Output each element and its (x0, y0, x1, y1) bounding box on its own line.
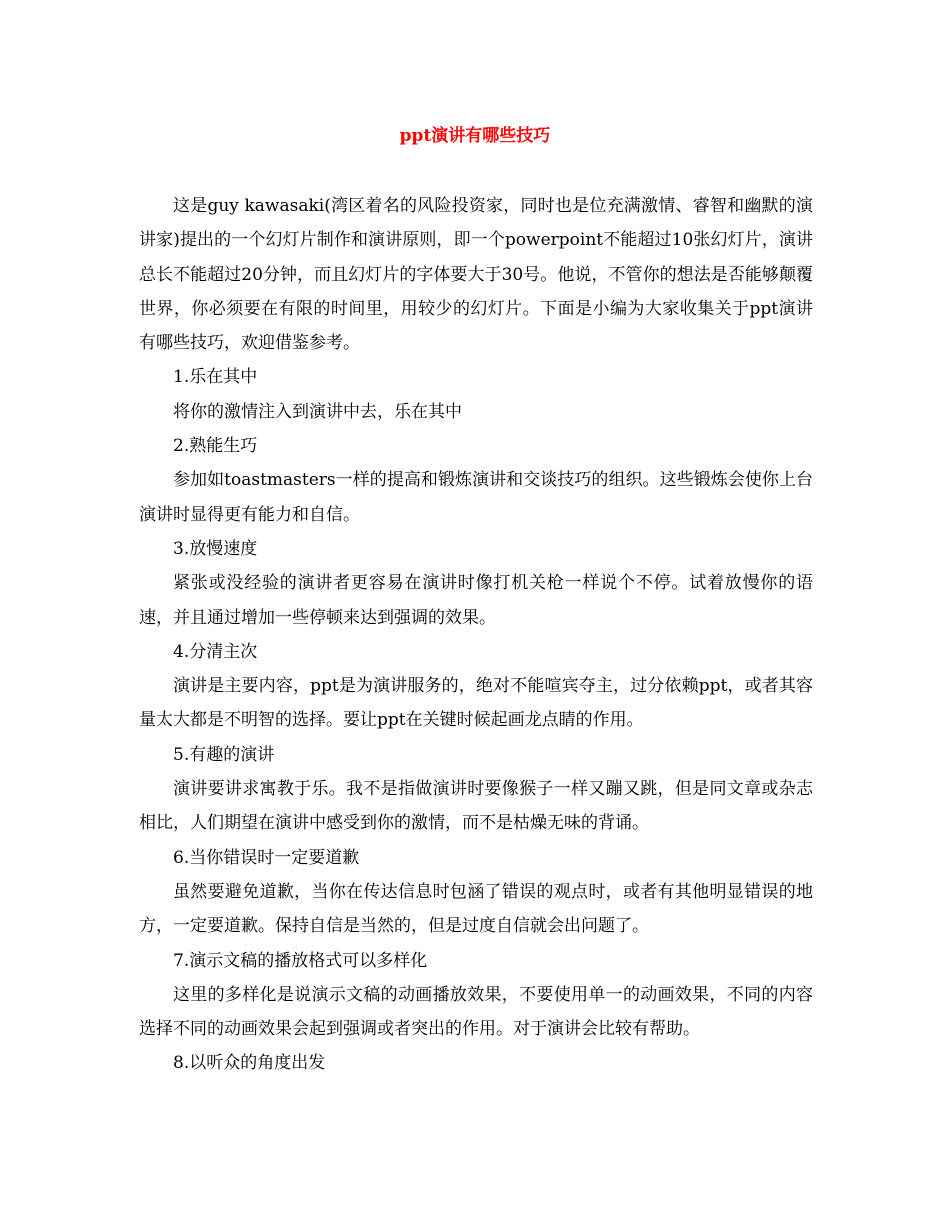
section-heading-4: 4.分清主次 (173, 641, 258, 662)
section-heading-5: 5.有趣的演讲 (173, 744, 275, 765)
section-heading-3: 3.放慢速度 (173, 538, 258, 559)
section-text-5: 演讲要讲求寓教于乐。我不是指做演讲时要像猴子一样又蹦又跳，但是同文章或杂志相比，人们期望在演讲中感受到你的激情，而不是枯燥无味的背诵。 (139, 779, 813, 834)
section-heading-8: 8.以听众的角度出发 (173, 1053, 326, 1074)
section-heading-7: 7.演示文稿的播放格式可以多样化 (173, 950, 428, 971)
section-heading-1: 1.乐在其中 (173, 367, 258, 388)
section-heading-2: 2.熟能生巧 (173, 436, 258, 457)
section-heading-6: 6.当你错误时一定要道歉 (173, 847, 360, 868)
section-text-2: 参加如toastmasters一样的提高和锻炼演讲和交谈技巧的组织。这些锻炼会使你上台演讲时显得更有能力和自信。 (139, 470, 813, 525)
section-text-3: 紧张或没经验的演讲者更容易在演讲时像打机关枪一样说个不停。试着放慢你的语速，并且通过增加一些停顿来达到强调的效果。 (139, 573, 813, 628)
section-text-1: 将你的激情注入到演讲中去，乐在其中 (173, 401, 462, 422)
intro-paragraph: 这是guy kawasaki(湾区着名的风险投资家，同时也是位充满激情、睿智和幽默的演讲家)提出的一个幻灯片制作和演讲原则，即一个powerpoint不能超过10张幻灯片，演讲总长不能超过20分钟，而且幻灯片的字体要大于30号。他说，不管你的想法是否能够颠覆世界，你必须要在有限的时间里，用较少的幻灯片。下面是小编为大家收集关于ppt演讲有哪些技巧，欢迎借鉴参考。 (139, 196, 813, 354)
section-text-7: 这里的多样化是说演示文稿的动画播放效果，不要使用单一的动画效果，不同的内容选择不同的动画效果会起到强调或者突出的作用。对于演讲会比较有帮助。 (139, 984, 813, 1040)
section-text-4: 演讲是主要内容，ppt是为演讲服务的，绝对不能喧宾夺主，过分依赖ppt，或者其容量太大都是不明智的选择。要让ppt在关键时候起画龙点睛的作用。 (139, 676, 813, 731)
document-body (139, 189, 813, 1081)
section-text-6: 虽然要避免道歉，当你在传达信息时包涵了错误的观点时，或者有其他明显错误的地方，一定要道歉。保持自信是当然的，但是过度自信就会出问题了。 (139, 881, 813, 937)
document-title: ppt演讲有哪些技巧 (399, 126, 551, 146)
